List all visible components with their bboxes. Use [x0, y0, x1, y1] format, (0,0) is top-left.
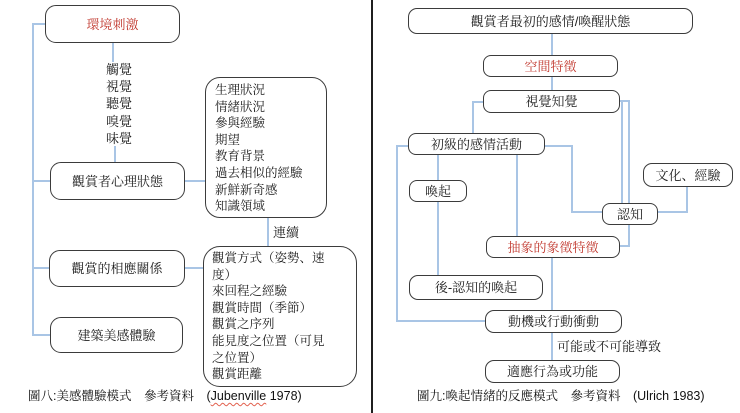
list-item: 情緒狀況 [215, 99, 266, 114]
node-label: 認知 [616, 206, 643, 222]
connector-line [686, 186, 688, 213]
node-label: 視覺知覺 [525, 94, 578, 109]
connector-line [628, 100, 630, 204]
node-primary-affective-activity [408, 133, 545, 155]
node-environment-stimulus [45, 5, 180, 43]
connector-line [437, 201, 439, 276]
node-label: 觀賞者最初的感情/喚醒狀態 [470, 13, 631, 29]
node-label: 觀賞的相應關係 [71, 261, 163, 276]
node-post-cognitive-arousal [409, 275, 543, 300]
list-item: 新鮮新奇感 [215, 182, 278, 197]
node-label: 抽象的象徵特徵 [507, 239, 599, 255]
list-item: 觀賞之序列 [212, 317, 275, 332]
panel-viewing-factors [203, 246, 357, 387]
figure8-caption [28, 389, 302, 404]
connector-line [267, 217, 269, 248]
node-label: 文化、經驗 [655, 167, 721, 183]
panel-viewer-conditions [205, 77, 327, 218]
caption-source-rest: 1978) [266, 389, 302, 403]
node-label: 空間特徵 [524, 58, 577, 74]
list-item: 教育背景 [215, 149, 266, 164]
node-label: 適應行為或功能 [506, 364, 598, 379]
connector-line [571, 211, 603, 213]
connector-line [551, 257, 553, 311]
connector-line [32, 23, 46, 25]
list-item: 味覺 [105, 130, 132, 146]
list-item: 視覺 [105, 79, 132, 95]
node-viewing-relation [49, 250, 185, 287]
node-initial-affect-arousal-state [408, 8, 693, 34]
node-label: 喚起 [424, 183, 451, 199]
list-item: 觀賞時間（季節） [212, 300, 313, 315]
list-item: 觀賞方式（姿勢、速度） [212, 251, 325, 282]
list-item: 過去相似的經驗 [215, 165, 303, 180]
list-item: 嗅覺 [105, 113, 132, 129]
node-arousal [409, 180, 467, 202]
connector-line [551, 76, 553, 91]
connector-line [33, 334, 51, 336]
connector-line [628, 224, 630, 247]
list-item: 參與經驗 [215, 116, 266, 131]
connector-line [396, 320, 486, 322]
caption-source: (Ulrich 1983) [632, 389, 705, 403]
node-cognition [602, 203, 658, 225]
continuous-label: 連續 [273, 225, 300, 240]
figure-divider-line [371, 0, 373, 413]
connector-line [184, 267, 204, 269]
list-item: 聽覺 [105, 96, 132, 112]
caption-text: 圖九:喚起情緒的反應模式 參考資料 [417, 389, 633, 403]
node-architectural-aesthetic-experience [50, 317, 183, 353]
node-label: 初級的感情活動 [430, 136, 522, 152]
connector-line [619, 245, 630, 247]
list-item: 期望 [215, 132, 241, 147]
node-motivation-action-impulse [485, 310, 622, 333]
node-label: 觀賞者心理狀態 [71, 173, 163, 189]
node-culture-experience [643, 163, 733, 187]
list-item: 來回程之經驗 [212, 284, 288, 299]
connector-line [571, 145, 573, 213]
node-visual-perception [483, 90, 620, 113]
may-or-may-not-lead-label: 可能或不可能導致 [557, 339, 662, 354]
node-label: 環境刺激 [86, 16, 139, 32]
list-item: 觸覺 [105, 62, 132, 77]
connector-line [516, 154, 518, 237]
list-item: 生理狀況 [215, 83, 266, 97]
caption-source-open: ( [206, 389, 211, 403]
figure9-caption [417, 389, 705, 404]
connector-line [396, 145, 398, 322]
node-label: 後-認知的喚起 [434, 280, 518, 295]
connector-line [33, 180, 51, 182]
connector-line [551, 32, 553, 56]
connector-line [33, 267, 50, 269]
list-item: 知識領域 [215, 199, 266, 214]
connector-line [184, 180, 206, 182]
node-label: 建築美感體驗 [77, 327, 156, 343]
node-abstract-symbolic-features [486, 236, 620, 258]
caption-text: 圖八:美感體驗模式 參考資料 [28, 389, 207, 403]
node-label: 動機或行動衝動 [507, 314, 599, 329]
list-item: 觀賞距離 [212, 367, 263, 382]
connector-line [114, 146, 116, 163]
connector-line [657, 211, 688, 213]
connector-line [472, 101, 474, 134]
connector-line [112, 42, 114, 62]
node-viewer-psych-state [50, 162, 185, 200]
node-spatial-features [483, 55, 618, 77]
connector-line [551, 332, 553, 361]
node-adaptive-behavior-function [485, 360, 620, 383]
connector-line [437, 154, 439, 181]
senses-list [96, 61, 142, 147]
connector-line [621, 100, 623, 204]
caption-source-name: Jubenville [210, 389, 267, 403]
list-item: 能見度之位置（可見之位置） [212, 333, 325, 365]
connector-line [544, 145, 573, 147]
